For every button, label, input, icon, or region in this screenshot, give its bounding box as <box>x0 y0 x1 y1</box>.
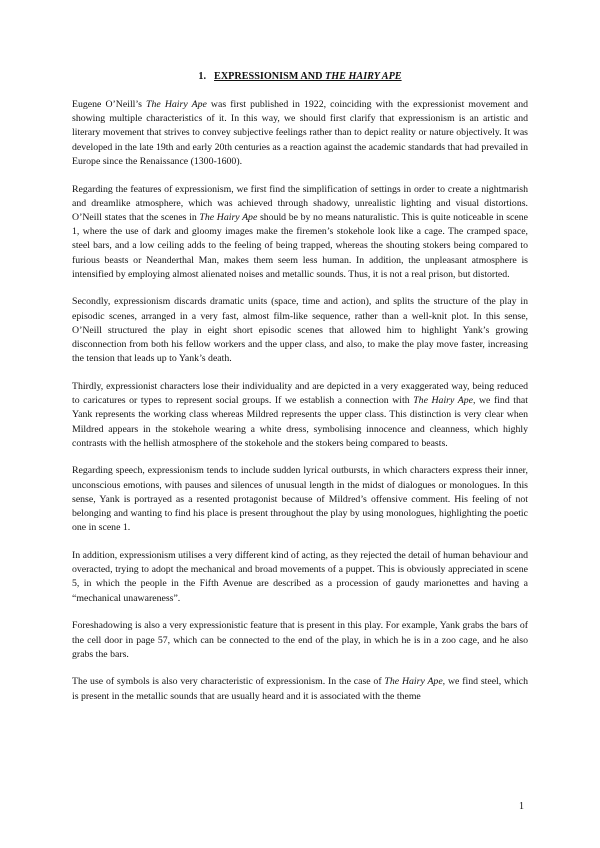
paragraph-text: Foreshadowing is also a very expressionistic feature that is present in this play. For example, Yank grabs the bars of the cell door in page 57, which can be connected to the end of the play, in which he is in a zoo cage, and he also grabs the bars. <box>72 620 528 660</box>
paragraph-text: was first published in 1922, coinciding with the expressionist movement and showing multiple characteristics of it. In this way, we should first clarify that expressionism is an artistic and literary movement that strives to convey subjective feelings rather than to depict reality or nature objectively. It was developed in the late 19th and early 20th centuries as a reaction against the academic standards that had prevailed in Europe since the Renaissance (1300-1600). <box>72 99 528 167</box>
section-number: 1. <box>198 71 207 82</box>
paragraph-text: The use of symbols is also very characteristic of expressionism. In the case of <box>72 676 385 688</box>
paragraph-text: Regarding speech, expressionism tends to include sudden lyrical outbursts, in which characters express their inner, unconscious emotions, with pauses and silences of unusual length in the midst of dialogues or monologues. In this sense, Yank is portrayed as a resented protagonist because of Mildred’s offensive comment. His feeling of not belonging and wanting to find his place is present throughout the play by using monologues, highlighting the poetic one in scene 1. <box>72 465 528 534</box>
paragraph-5 <box>72 464 528 535</box>
paragraph-3 <box>72 295 528 366</box>
paragraph-text: we find steel, which is present in the metallic sounds that are usually heard and it is associated with the theme <box>72 676 528 702</box>
paragraph-6 <box>72 549 528 606</box>
paragraph-1 <box>72 98 528 169</box>
italic-title-text: The Hairy Ape, <box>384 676 446 688</box>
paragraph-8 <box>72 675 528 703</box>
section-title: EXPRESSIONISM AND THE HAIRY APE <box>214 71 402 82</box>
section-heading <box>72 70 528 84</box>
paragraph-7 <box>72 619 528 662</box>
paragraph-text: Regarding the features of expressionism, we first find the simplification of settings in order to create a nightmarish and dreamlike atmosphere, which was achieved through shadowy, unrealistic lighting and visual distortions. O’Neill states that the scenes in <box>72 183 528 223</box>
paragraph-2 <box>72 183 528 282</box>
page-number: 1 <box>519 801 524 812</box>
italic-title-text: The Hairy Ape <box>413 395 473 407</box>
paragraph-text: Secondly, expressionism discards dramatic units (space, time and action), and splits the structure of the play in episodic scenes, arranged in a very fast, almost film-like sequence, rather than a well-knit plot. In this sense, O’Neill structured the play in eight short episodic scenes that allowed him to highlight Yank’s growing disconnection from both his fellow workers and the upper class, and also, to make the play move faster, increasing the tension that leads up to Yank’s death. <box>72 296 528 365</box>
paragraph-text: should be by no means naturalistic. This is quite noticeable in scene 1, where the use of dark and gloomy images make the firemen’s stokehole look like a cage. The cramped space, steel bars, and a low ceiling adds to the feeling of being trapped, whereas the shouting stokers being compared to furious beasts or Neanderthal Man, makes them seem less human. In addition, the unpleasant atmosphere is intensified by employing almost alienated noises and metallic sounds. Thus, it is not a real prison, but distorted. <box>72 211 528 280</box>
paragraph-text: Thirdly, expressionist characters lose their individuality and are depicted in a very exaggerated way, being reduced to caricatures or types to represent social groups. If we establish a connection with <box>72 380 528 407</box>
paragraph-text: In addition, expressionism utilises a very different kind of acting, as they rejected the detail of human behaviour and overacted, trying to adopt the mechanical and broad movements of a puppet. This is obviously appreciated in scene 5, in which the people in the Fifth Avenue are described as a procession of gaudy marionettes and having a “mechanical unawareness”. <box>72 549 528 604</box>
page-content <box>72 70 528 717</box>
paragraph-text: Eugene O’Neill’s <box>72 99 147 110</box>
italic-title-text: The Hairy Ape <box>146 99 207 110</box>
italic-title-text: The Hairy Ape <box>199 211 258 223</box>
paragraph-text: , we find that Yank represents the working class whereas Mildred represents the upper class. This distinction is very clear when Mildred appears in the stokehole wearing a white dress, symbolising innocence and cleanness, which highly contrasts with the hellish atmosphere of the stokehole and the stokers being compared to beasts. <box>72 395 528 449</box>
paragraph-4 <box>72 380 528 451</box>
